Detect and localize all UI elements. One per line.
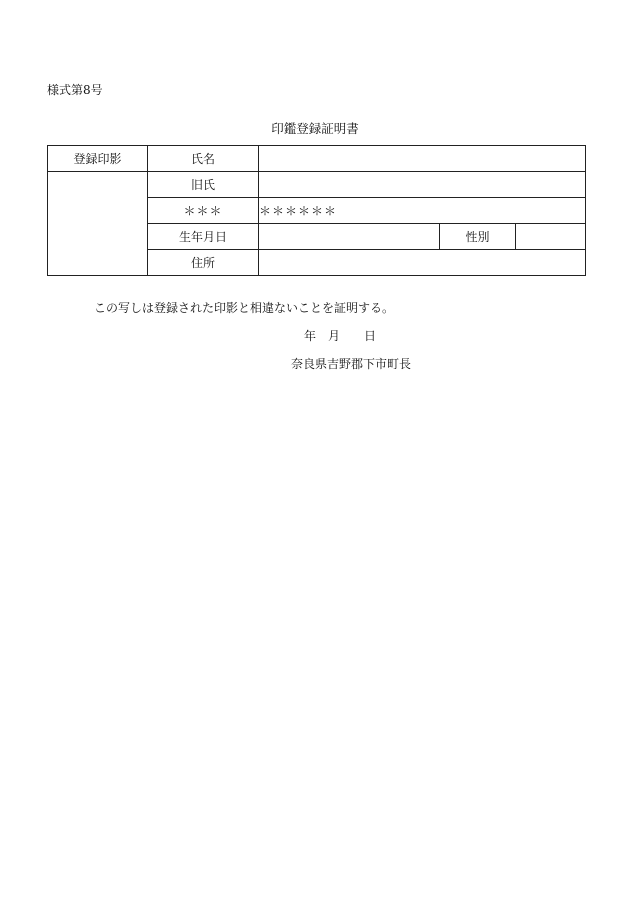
date-month-label: 月: [328, 329, 341, 343]
table-row-name: [48, 146, 586, 172]
form-number: 様式第8号: [47, 83, 103, 97]
document-title: 印鑑登録証明書: [271, 121, 359, 136]
masked-value-cell: ＊＊＊＊＊＊: [259, 198, 586, 224]
address-label-cell: 住所: [148, 250, 259, 276]
name-label-cell: 氏名: [148, 146, 259, 172]
seal-header-cell: 登録印影: [48, 146, 148, 172]
table-row-former-name: [48, 172, 586, 198]
certification-statement: この写しは登録された印影と相違ないことを証明する。: [94, 301, 395, 315]
date-year-label: 年: [304, 329, 317, 343]
gender-label-cell: 性別: [440, 224, 516, 250]
former-name-label-cell: 旧氏: [148, 172, 259, 198]
date-day-label: 日: [364, 329, 377, 343]
masked-label-cell: ＊＊＊: [148, 198, 259, 224]
birthdate-label-cell: 生年月日: [148, 224, 259, 250]
name-value-cell: [259, 146, 586, 172]
address-value-cell: [259, 250, 586, 276]
birthdate-value-cell: [259, 224, 440, 250]
seal-impression-cell: [48, 172, 148, 276]
certificate-table: [47, 145, 586, 276]
gender-value-cell: [516, 224, 586, 250]
issuer-name: 奈良県吉野郡下市町長: [291, 357, 412, 371]
former-name-value-cell: [259, 172, 586, 198]
